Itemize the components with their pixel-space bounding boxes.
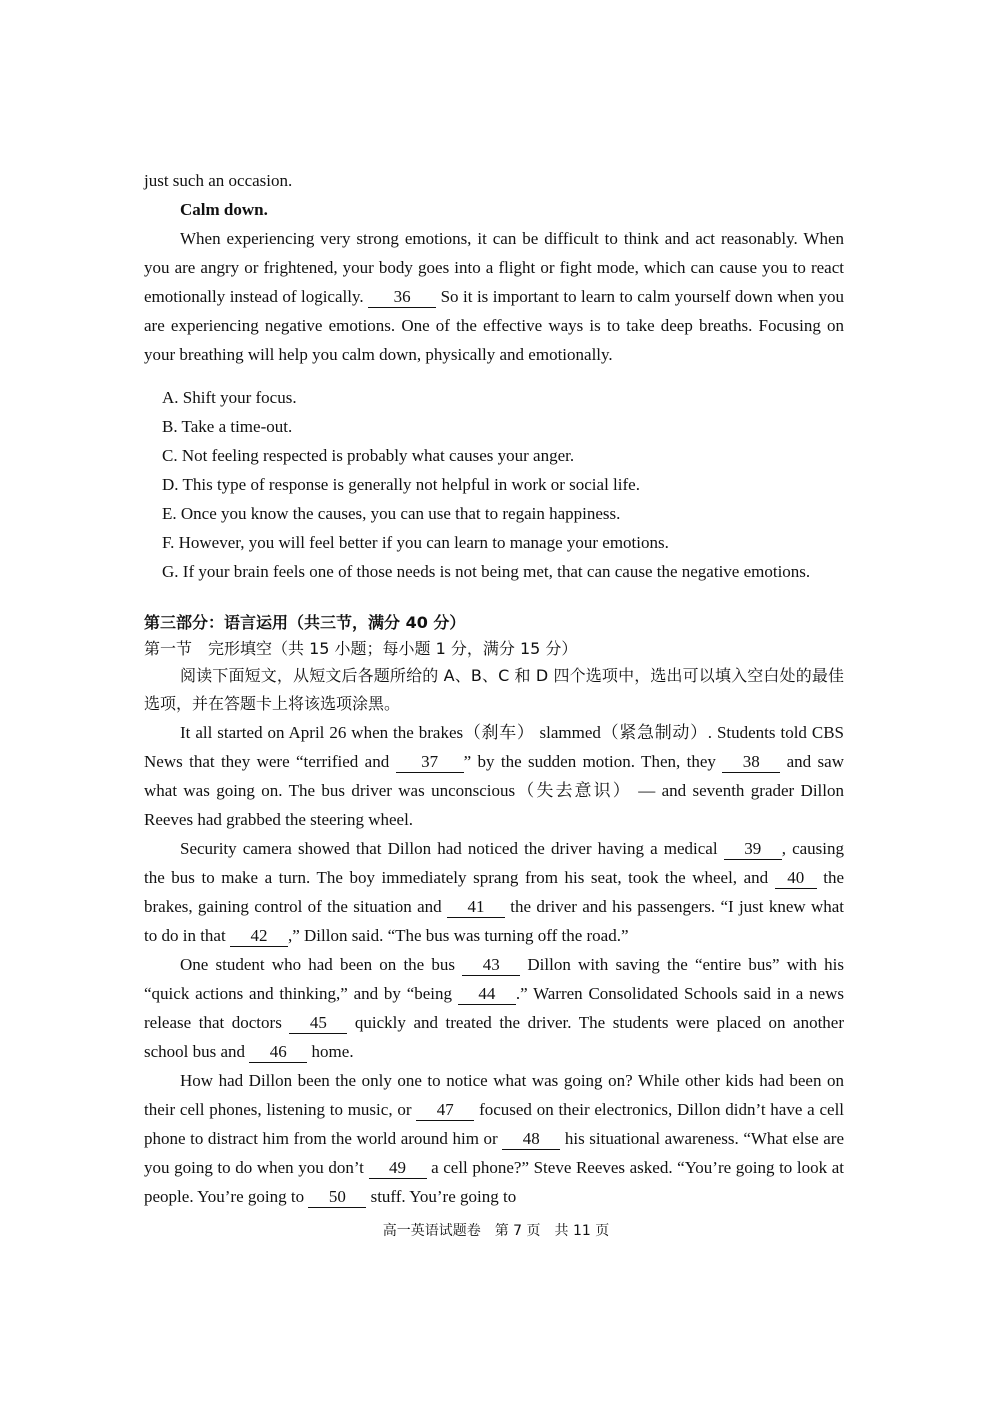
option-e: E. Once you know the causes, you can use that to regain happiness. (162, 504, 621, 523)
text-segment: It all started on April 26 when the brakes（刹车） slammed（紧急制动）. Students told CBS News that they were “terrified and (144, 723, 844, 771)
blank-47: 47 (416, 1100, 474, 1121)
text-segment: ,” Dillon said. “The bus was turning off the road.” (287, 926, 629, 945)
blank-50: 50 (308, 1187, 366, 1208)
blank-44: 44 (458, 984, 516, 1005)
text-segment: How had Dillon been the only one to notice what was going on? While other kids had been on their cell phones, listening to music, or (144, 1071, 844, 1119)
blank-41: 41 (447, 897, 505, 918)
blank-42: 42 (230, 926, 288, 947)
text-segment: , causing the bus to make a turn. The boy immediately sprang from his seat, took the wheel, and (144, 839, 845, 887)
blank-49: 49 (369, 1158, 427, 1179)
text-segment: So it is important to learn to calm yourself down when you are experiencing negative emotions. One of the effective ways is to take deep breaths. Focusing on your breathing will help you calm down, physically and emotionally. (144, 287, 844, 364)
text-segment: .” Warren Consolidated Schools said in a news release that doctors (144, 984, 845, 1032)
text-segment: quickly and treated the driver. The students were placed on another school bus and (144, 1013, 845, 1061)
cloze-paragraph-1 (144, 718, 844, 834)
blank-40: 40 (775, 868, 817, 889)
blank-38: 38 (722, 752, 780, 773)
text-segment: and saw what was going on. The bus driver was unconscious（失去意识） — and seventh grader Dillon Reeves had grabbed the steering wheel. (144, 752, 844, 829)
option-b: B. Take a time-out. (162, 417, 293, 436)
cloze-paragraph-3 (144, 950, 844, 1066)
text-segment: ” by the sudden motion. Then, they (463, 752, 716, 771)
blank-37: 37 (396, 752, 464, 773)
blank-45: 45 (289, 1013, 347, 1034)
text-segment: the brakes, gaining control of the situation and (144, 868, 845, 916)
instructions: 阅读下面短文，从短文后各题所给的 A、B、C 和 D 四个选项中，选出可以填入空白处的最佳选项，并在答题卡上将该选项涂黑。 (144, 666, 844, 713)
blank-46: 46 (249, 1042, 307, 1063)
text-segment: stuff. You’re going to (370, 1187, 517, 1206)
text-segment: When experiencing very strong emotions, it can be difficult to think and act reasonably. When you are angry or frightened, your body goes into a flight or fight mode, which can cause you to react emotionally instead of logically. (144, 229, 844, 306)
cloze-paragraph-4 (144, 1066, 844, 1211)
section-heading-calm-down: Calm down. (180, 200, 268, 219)
part-three-title: 第三部分：语言运用（共三节，满分 40 分） (144, 613, 466, 632)
calm-down-paragraph (144, 224, 844, 369)
text-segment: Security camera showed that Dillon had noticed the driver having a medical (180, 839, 718, 858)
text-segment: One student who had been on the bus (180, 955, 456, 974)
option-d: D. This type of response is generally not helpful in work or social life. (162, 475, 640, 494)
text-segment: focused on their electronics, Dillon didn’t have a cell phone to distract him from the world around him or (144, 1100, 845, 1148)
option-a: A. Shift your focus. (162, 388, 297, 407)
page-footer: 高一英语试题卷 第 7 页 共 11 页 (382, 1223, 610, 1239)
text-segment: home. (311, 1042, 354, 1061)
text-segment: his situational awareness. “What else are you going to do when you don’t (144, 1129, 845, 1177)
option-g: G. If your brain feels one of those needs is not being met, that can cause the negative emotions. (162, 562, 811, 581)
blank-43: 43 (462, 955, 520, 976)
passage-continuation: just such an occasion. (144, 171, 293, 190)
option-c: C. Not feeling respected is probably what causes your anger. (162, 446, 575, 465)
text-segment: Dillon with saving the “entire bus” with his “quick actions and thinking,” and by “being (144, 955, 844, 1003)
options-list (144, 383, 844, 586)
page-content (144, 166, 844, 1211)
blank-48: 48 (502, 1129, 560, 1150)
text-segment: a cell phone?” Steve Reeves asked. “You’re going to look at people. You’re going to (144, 1158, 844, 1206)
option-f: F. However, you will feel better if you can learn to manage your emotions. (162, 533, 669, 552)
cloze-paragraph-2 (144, 834, 844, 950)
section-one-subtitle: 第一节 完形填空（共 15 小题；每小题 1 分，满分 15 分） (144, 639, 578, 658)
blank-36: 36 (368, 287, 436, 308)
blank-39: 39 (724, 839, 782, 860)
text-segment: the driver and his passengers. “I just knew what to do in that (144, 897, 845, 945)
